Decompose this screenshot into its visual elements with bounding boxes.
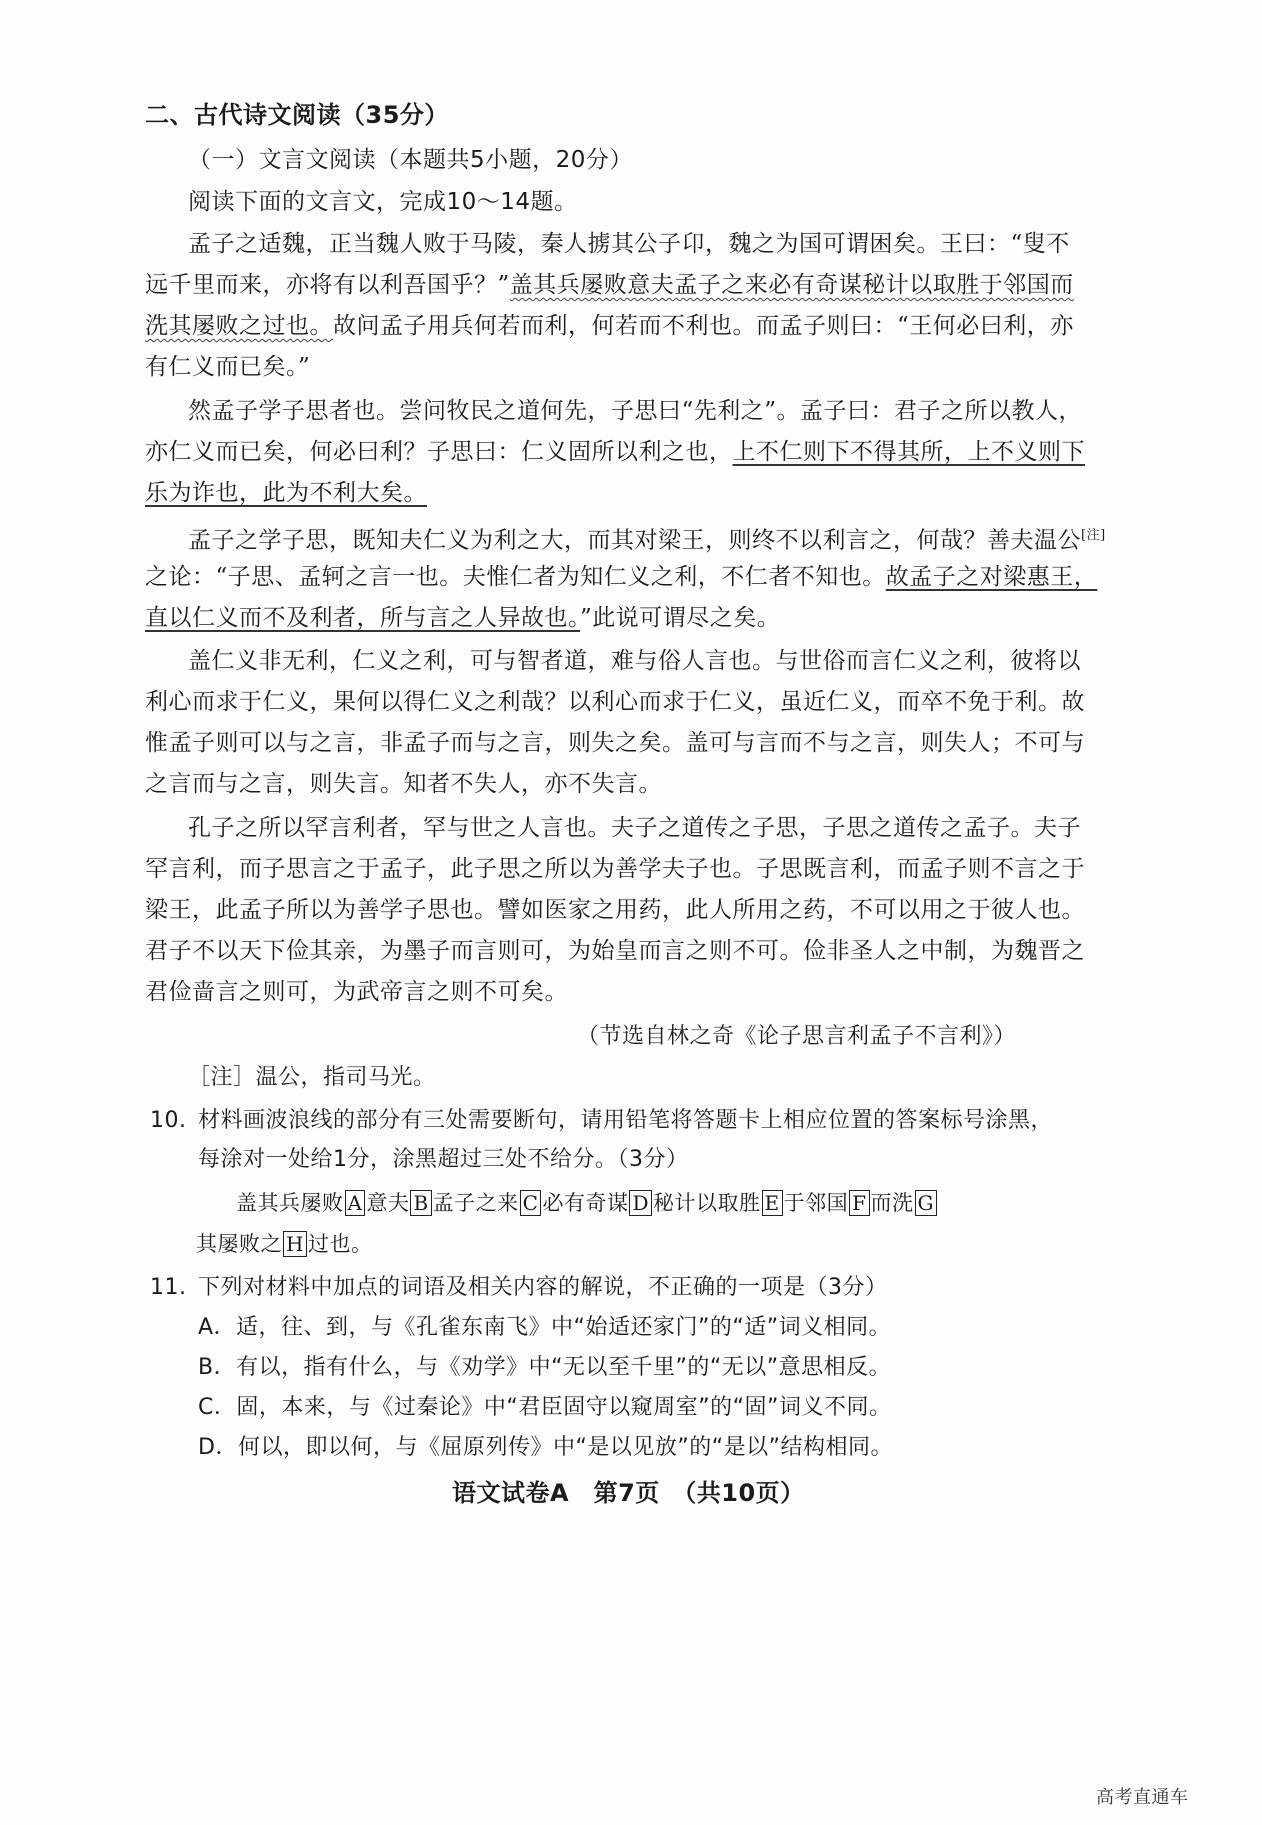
text-segment: 而洗 [870, 1191, 914, 1215]
break-option-C[interactable]: C [520, 1190, 542, 1216]
wavy-underlined-text: 盖其兵屡败意夫孟子之来必有奇谋秘计以取胜于邻国而 [509, 272, 1074, 298]
break-option-E[interactable]: E [762, 1190, 783, 1216]
sentence-break-options [196, 1229, 372, 1259]
break-option-D[interactable]: D [629, 1190, 652, 1216]
text-segment: 秘计以取胜 [653, 1191, 761, 1215]
subsection-title: （一）文言文阅读（本题共5小题，20分） [188, 147, 633, 173]
underlined-text: 上不仁则下不得其所，上不义则下 [732, 439, 1085, 465]
text-segment: 孟子之来 [432, 1191, 519, 1215]
footnote: ［注］温公，指司马光。 [188, 1065, 436, 1090]
passage-line: 孟子之适魏，正当魏人败于马陵，秦人掳其公子卬，魏之为国可谓困矣。王曰：“叟不 [188, 231, 1070, 257]
sentence-break-options [236, 1188, 938, 1218]
question-stem: 下列对材料中加点的词语及相关内容的解说，不正确的一项是（3分） [198, 1275, 888, 1300]
question-number: 10. [150, 1108, 187, 1133]
break-option-G[interactable]: G [915, 1190, 937, 1216]
passage-text: 亦仁义而已矣，何必曰利？子思曰：仁义固所以利之也， [145, 439, 733, 465]
passage-line: 利心而求于仁义，果何以得仁义之利哉？以利心而求于仁义，虽近仁义，而卒不免于利。故 [145, 689, 1085, 715]
break-option-B[interactable]: B [410, 1190, 431, 1216]
underlined-text: 乐为诈也，此为不利大矣。 [145, 480, 427, 506]
watermark: 高考直通车 [1096, 1787, 1189, 1808]
passage-line [145, 603, 780, 633]
passage-line [145, 562, 1097, 592]
passage-line: 罕言利，而子思言之于孟子，此子思之所以为善学夫子也。子思既言利，而孟子则不言之于 [145, 856, 1085, 882]
passage-line [145, 437, 1085, 467]
source-citation: （节选自林之奇《论子思言利孟子不言利》） [577, 1024, 1017, 1049]
passage-line: 有仁义而已矣。” [145, 354, 311, 380]
passage-line [145, 311, 1074, 341]
passage-text: 之论：“子思、孟轲之言一也。夫惟仁者为知仁义之利，不仁者不知也。 [145, 564, 886, 590]
section-title: 二、古代诗文阅读（35分） [145, 101, 449, 129]
wavy-underlined-text: 洗其屡败之过也。 [145, 313, 333, 339]
passage-line [145, 270, 1074, 300]
underlined-text: 直以仁义而不及利者，所与言之人异故也。 [145, 605, 580, 631]
text-segment: 过也。 [307, 1232, 373, 1256]
footnote-marker: [注] [1081, 528, 1106, 543]
passage-line: 然孟子学子思者也。尝问牧民之道何先，子思曰“先利之”。孟子曰：君子之所以教人， [188, 398, 1083, 424]
passage-line: 孔子之所以罕言利者，罕与世之人言也。夫子之道传之子思，子思之道传之孟子。夫子 [188, 815, 1081, 841]
passage-text: 孟子之学子思，既知夫仁义为利之大，而其对梁王，则终不以利言之，何哉？善夫温公 [188, 527, 1081, 554]
passage-text: 故问孟子用兵何若而利，何若而不利也。而孟子则曰：“王何必曰利，亦 [333, 313, 1074, 339]
passage-text: 远千里而来，亦将有以利吾国乎？” [145, 272, 510, 298]
question-stem: 每涂对一处给1分，涂黑超过三处不给分。（3分） [198, 1147, 689, 1172]
option-a: A．适，往、到，与《孔雀东南飞》中“始适还家门”的“适”词义相同。 [198, 1315, 892, 1340]
question-number: 11. [150, 1275, 187, 1300]
text-segment: 必有奇谋 [542, 1191, 629, 1215]
break-option-F[interactable]: F [849, 1190, 869, 1216]
passage-line: 君子不以天下俭其亲，为墨子而言则可，为始皇而言之则不可。俭非圣人之中制，为魏晋之 [145, 938, 1085, 964]
passage-text: ”此说可谓尽之矣。 [580, 605, 781, 631]
passage-line: 惟孟子则可以与之言，非孟子而与之言，则失之矣。盖可与言而不与之言，则失人；不可与 [145, 730, 1085, 756]
passage-line [145, 478, 427, 508]
break-option-A[interactable]: A [345, 1190, 366, 1216]
passage-line [188, 521, 1106, 556]
text-segment: 于邻国 [783, 1191, 849, 1215]
page-footer: 语文试卷A 第7页 （共10页） [452, 1479, 805, 1507]
text-segment: 盖其兵屡败 [236, 1191, 344, 1215]
option-c: C．固，本来，与《过秦论》中“君臣固守以窥周室”的“固”词义不同。 [198, 1395, 892, 1420]
passage-line: 君俭啬言之则可，为武帝言之则不可矣。 [145, 979, 568, 1005]
passage-line: 之言而与之言，则失言。知者不失人，亦不失言。 [145, 771, 662, 797]
text-segment: 意夫 [366, 1191, 410, 1215]
text-segment: 其屡败之 [196, 1232, 282, 1256]
question-stem: 材料画波浪线的部分有三处需要断句，请用铅笔将答题卡上相应位置的答案标号涂黑， [198, 1108, 1054, 1133]
reading-instruction: 阅读下面的文言文，完成10～14题。 [188, 189, 578, 215]
underlined-text: 故孟子之对梁惠王， [885, 564, 1098, 590]
break-option-H[interactable]: H [283, 1231, 307, 1257]
passage-line: 梁王，此孟子所以为善学子思也。譬如医家之用药，此人所用之药，不可以用之于彼人也。 [145, 897, 1085, 923]
option-d: D．何以，即以何，与《屈原列传》中“是以见放”的“是以”结构相同。 [198, 1435, 894, 1460]
option-b: B．有以，指有什么，与《劝学》中“无以至千里”的“无以”意思相反。 [198, 1355, 892, 1380]
passage-line: 盖仁义非无利，仁义之利，可与智者道，难与俗人言也。与世俗而言仁义之利，彼将以 [188, 648, 1081, 674]
